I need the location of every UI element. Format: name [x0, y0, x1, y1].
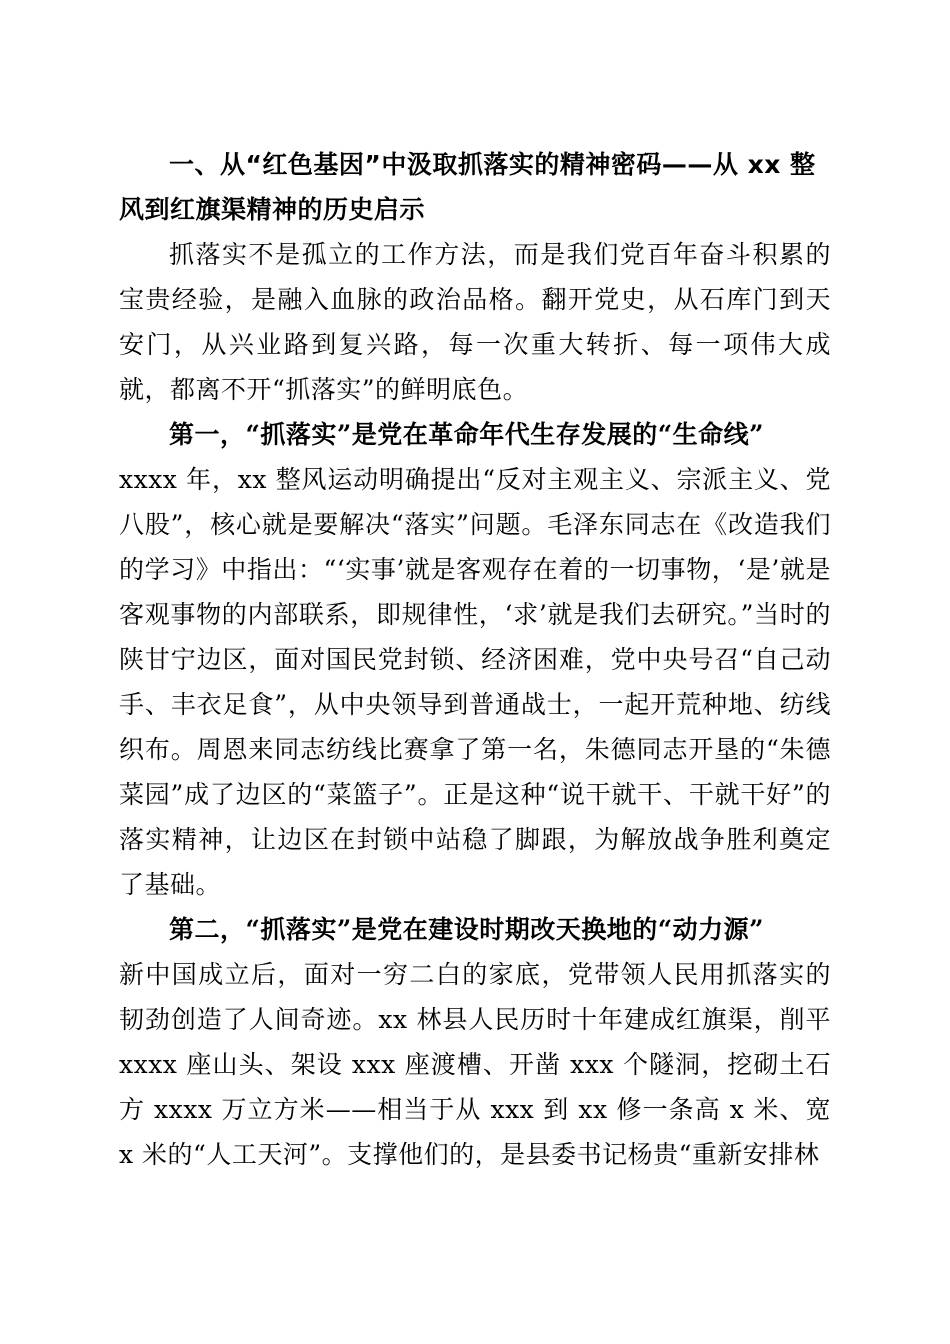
document-body — [119, 140, 831, 1177]
intro-paragraph: 抓落实不是孤立的工作方法，而是我们党百年奋斗积累的宝贵经验，是融入血脉的政治品格。翻开党史，从石库门到天安门，从兴业路到复兴路，每一次重大转折、每一项伟大成就，都离不开“抓落实”的鲜明底色。 — [119, 240, 831, 404]
subsection-body-2: 新中国成立后，面对一穷二白的家底，党带领人民用抓落实的韧劲创造了人间奇迹。xx 林县人民历时十年建成红旗渠，削平 xxxx 座山头、架设 xxx 座渡槽、开凿 xxx 个隧洞，挖砌土石方 xxxx 万立方米——相当于从 xxx 到 xx 修一条高 x 米、宽 x 米的“人工天河”。支撑他们的，是县委书记杨贵“重新安排林 — [119, 960, 831, 1169]
subsection-title-2: 第二，“抓落实”是党在建设时期改天换地的“动力源” — [169, 915, 765, 944]
section-heading: 一、从“红色基因”中汲取抓落实的精神密码——从 xx 整风到红旗渠精神的历史启示 — [119, 150, 816, 224]
subsection-title-1: 第一，“抓落实”是党在革命年代生存发展的“生命线” — [169, 420, 765, 449]
subsection-body-1: xxxx 年，xx 整风运动明确提出“反对主观主义、宗派主义、党八股”，核心就是要解决“落实”问题。毛泽东同志在《改造我们的学习》中指出：“‘实事’就是客观存在着的一切事物，‘是’就是客观事物的内部联系，即规律性，‘求’就是我们去研究。”当时的陕甘宁边区，面对国民党封锁、经济困难，党中央号召“自己动手、丰衣足食”，从中央领导到普通战士，一起开荒种地、纺线织布。周恩来同志纺线比赛拿了第一名，朱德同志开垦的“朱德菜园”成了边区的“菜篮子”。正是这种“说干就干、干就干好”的落实精神，让边区在封锁中站稳了脚跟，为解放战争胜利奠定了基础。 — [119, 465, 831, 899]
